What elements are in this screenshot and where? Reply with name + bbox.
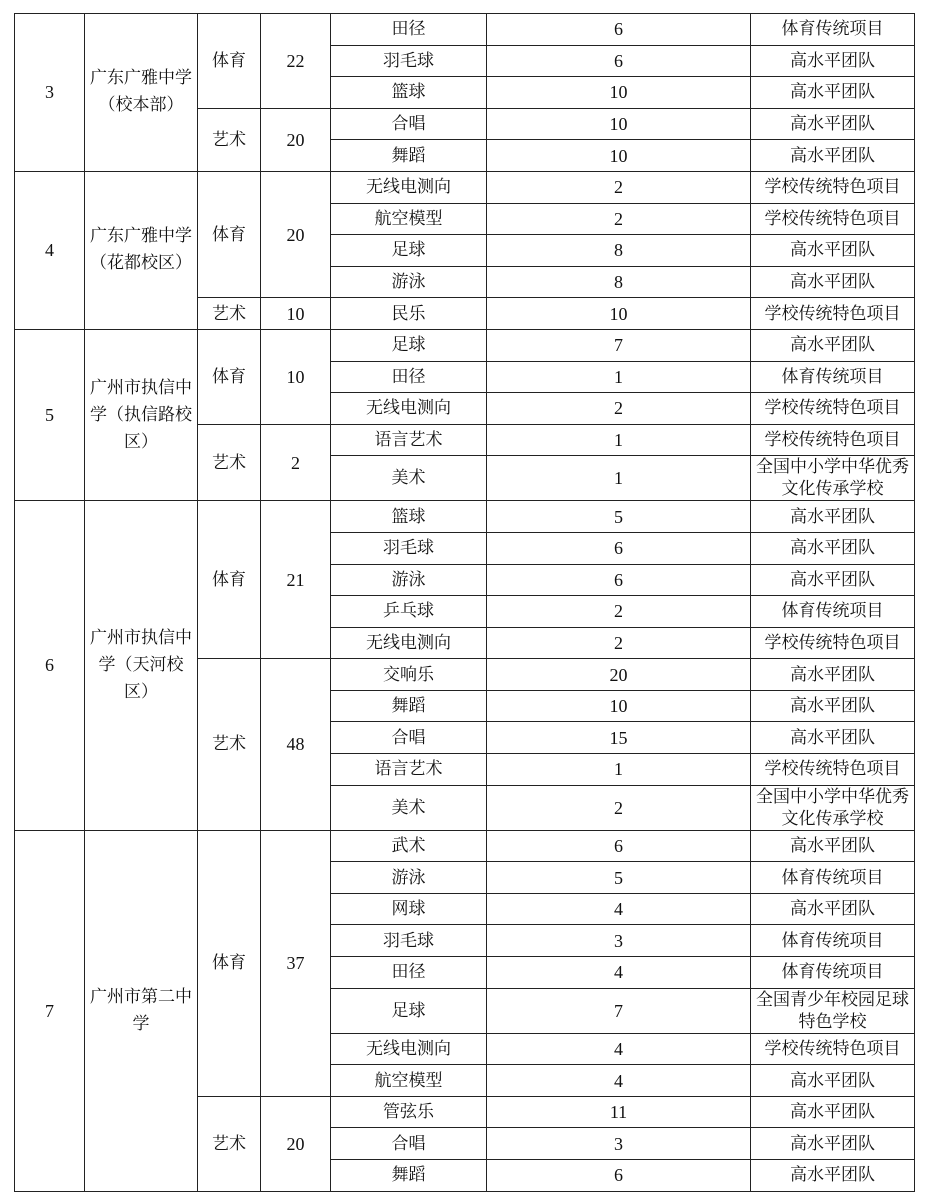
item-type: 全国中小学中华优秀文化传承学校: [751, 456, 915, 501]
item-count: 4: [487, 893, 751, 925]
item-count: 6: [487, 532, 751, 564]
item-count: 2: [487, 627, 751, 659]
school-number: 6: [15, 501, 85, 830]
item-count: 5: [487, 862, 751, 894]
category-cell: 艺术: [198, 108, 261, 171]
category-cell: 艺术: [198, 1096, 261, 1191]
item-count: 3: [487, 1128, 751, 1160]
item-count: 3: [487, 925, 751, 957]
category-cell: 体育: [198, 329, 261, 424]
item-type: 高水平团队: [751, 266, 915, 298]
item-count: 6: [487, 14, 751, 46]
item-name: 游泳: [331, 266, 487, 298]
item-count: 6: [487, 45, 751, 77]
item-name: 无线电测向: [331, 393, 487, 425]
item-type: 全国中小学中华优秀文化传承学校: [751, 785, 915, 830]
item-count: 20: [487, 659, 751, 691]
item-name: 管弦乐: [331, 1096, 487, 1128]
category-cell: 体育: [198, 501, 261, 659]
category-total: 37: [261, 830, 331, 1096]
item-name: 交响乐: [331, 659, 487, 691]
table-row: [15, 14, 915, 46]
item-count: 7: [487, 329, 751, 361]
item-count: 6: [487, 564, 751, 596]
school-name: 广州市第二中学: [85, 830, 198, 1191]
item-type: 高水平团队: [751, 659, 915, 691]
item-name: 足球: [331, 235, 487, 267]
item-count: 8: [487, 235, 751, 267]
category-cell: 艺术: [198, 298, 261, 330]
item-count: 6: [487, 830, 751, 862]
item-name: 无线电测向: [331, 627, 487, 659]
item-type: 学校传统特色项目: [751, 171, 915, 203]
item-name: 无线电测向: [331, 171, 487, 203]
item-name: 网球: [331, 893, 487, 925]
table-body: [15, 14, 915, 1192]
item-type: 高水平团队: [751, 690, 915, 722]
item-count: 11: [487, 1096, 751, 1128]
item-name: 羽毛球: [331, 45, 487, 77]
item-type: 学校传统特色项目: [751, 203, 915, 235]
item-name: 合唱: [331, 108, 487, 140]
school-name: 广东广雅中学（花都校区）: [85, 171, 198, 329]
school-number: 7: [15, 830, 85, 1191]
category-total: 48: [261, 659, 331, 830]
item-count: 4: [487, 957, 751, 989]
school-name: 广州市执信中学（执信路校区）: [85, 329, 198, 500]
table-row: [15, 830, 915, 862]
item-type: 全国青少年校园足球特色学校: [751, 988, 915, 1033]
category-total: 22: [261, 14, 331, 109]
category-total: 20: [261, 1096, 331, 1191]
item-type: 高水平团队: [751, 722, 915, 754]
item-name: 航空模型: [331, 1065, 487, 1097]
category-total: 21: [261, 501, 331, 659]
item-type: 高水平团队: [751, 1160, 915, 1192]
item-count: 10: [487, 140, 751, 172]
item-type: 体育传统项目: [751, 14, 915, 46]
item-count: 15: [487, 722, 751, 754]
item-type: 学校传统特色项目: [751, 627, 915, 659]
item-count: 7: [487, 988, 751, 1033]
item-name: 舞蹈: [331, 1160, 487, 1192]
item-name: 航空模型: [331, 203, 487, 235]
item-count: 4: [487, 1033, 751, 1065]
category-cell: 体育: [198, 14, 261, 109]
item-type: 高水平团队: [751, 77, 915, 109]
item-name: 乒乓球: [331, 596, 487, 628]
item-name: 篮球: [331, 501, 487, 533]
school-number: 4: [15, 171, 85, 329]
item-count: 1: [487, 361, 751, 393]
item-type: 高水平团队: [751, 1065, 915, 1097]
category-cell: 艺术: [198, 659, 261, 830]
category-cell: 艺术: [198, 424, 261, 501]
item-type: 高水平团队: [751, 501, 915, 533]
item-count: 10: [487, 108, 751, 140]
item-type: 高水平团队: [751, 108, 915, 140]
item-name: 语言艺术: [331, 754, 487, 786]
item-type: 高水平团队: [751, 45, 915, 77]
item-name: 游泳: [331, 862, 487, 894]
item-name: 无线电测向: [331, 1033, 487, 1065]
item-count: 2: [487, 171, 751, 203]
item-type: 学校传统特色项目: [751, 754, 915, 786]
item-name: 足球: [331, 329, 487, 361]
item-name: 游泳: [331, 564, 487, 596]
item-type: 体育传统项目: [751, 596, 915, 628]
school-name: 广东广雅中学（校本部）: [85, 14, 198, 172]
item-count: 2: [487, 393, 751, 425]
item-count: 10: [487, 77, 751, 109]
item-name: 民乐: [331, 298, 487, 330]
item-count: 8: [487, 266, 751, 298]
category-total: 20: [261, 108, 331, 171]
item-count: 2: [487, 785, 751, 830]
item-name: 足球: [331, 988, 487, 1033]
table-row: [15, 501, 915, 533]
item-type: 学校传统特色项目: [751, 298, 915, 330]
item-name: 舞蹈: [331, 140, 487, 172]
item-type: 体育传统项目: [751, 862, 915, 894]
item-type: 高水平团队: [751, 830, 915, 862]
item-count: 10: [487, 690, 751, 722]
item-type: 高水平团队: [751, 893, 915, 925]
item-type: 高水平团队: [751, 235, 915, 267]
item-count: 4: [487, 1065, 751, 1097]
item-type: 学校传统特色项目: [751, 424, 915, 456]
item-type: 高水平团队: [751, 140, 915, 172]
item-name: 羽毛球: [331, 532, 487, 564]
item-type: 高水平团队: [751, 532, 915, 564]
item-count: 1: [487, 424, 751, 456]
item-name: 篮球: [331, 77, 487, 109]
item-name: 武术: [331, 830, 487, 862]
school-number: 5: [15, 329, 85, 500]
category-cell: 体育: [198, 830, 261, 1096]
category-total: 10: [261, 329, 331, 424]
item-type: 学校传统特色项目: [751, 393, 915, 425]
item-name: 羽毛球: [331, 925, 487, 957]
item-name: 田径: [331, 361, 487, 393]
school-name: 广州市执信中学（天河校区）: [85, 501, 198, 830]
item-type: 高水平团队: [751, 1128, 915, 1160]
item-count: 1: [487, 754, 751, 786]
item-type: 学校传统特色项目: [751, 1033, 915, 1065]
item-type: 体育传统项目: [751, 957, 915, 989]
item-name: 合唱: [331, 722, 487, 754]
school-number: 3: [15, 14, 85, 172]
enrollment-table: [14, 13, 915, 1192]
item-type: 高水平团队: [751, 1096, 915, 1128]
table-row: [15, 329, 915, 361]
item-name: 合唱: [331, 1128, 487, 1160]
item-count: 6: [487, 1160, 751, 1192]
item-count: 1: [487, 456, 751, 501]
table-row: [15, 171, 915, 203]
item-name: 美术: [331, 456, 487, 501]
item-count: 2: [487, 203, 751, 235]
item-name: 美术: [331, 785, 487, 830]
item-type: 高水平团队: [751, 564, 915, 596]
category-cell: 体育: [198, 171, 261, 297]
item-type: 体育传统项目: [751, 925, 915, 957]
item-type: 体育传统项目: [751, 361, 915, 393]
item-count: 5: [487, 501, 751, 533]
item-name: 田径: [331, 957, 487, 989]
item-type: 高水平团队: [751, 329, 915, 361]
item-name: 舞蹈: [331, 690, 487, 722]
item-name: 语言艺术: [331, 424, 487, 456]
category-total: 10: [261, 298, 331, 330]
item-count: 2: [487, 596, 751, 628]
category-total: 2: [261, 424, 331, 501]
item-count: 10: [487, 298, 751, 330]
item-name: 田径: [331, 14, 487, 46]
category-total: 20: [261, 171, 331, 297]
